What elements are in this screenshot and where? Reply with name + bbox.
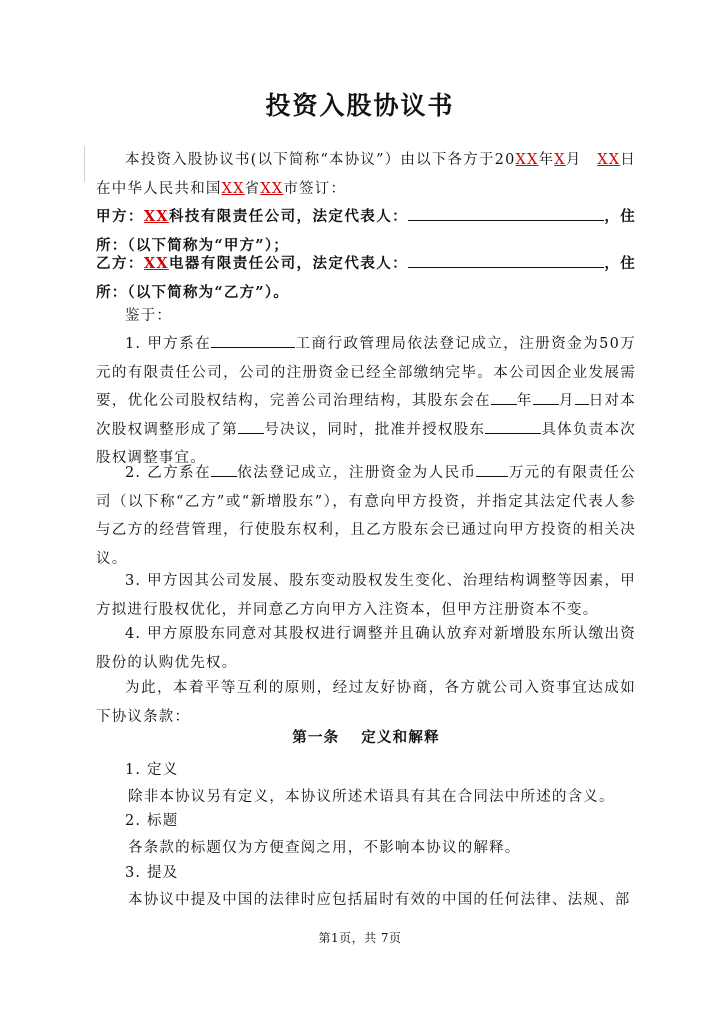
blank-line bbox=[211, 461, 237, 477]
year-field: XX bbox=[515, 152, 539, 168]
blank-line bbox=[238, 418, 264, 434]
recital-3: 3. 甲方因其公司发展、股东变动股权发生变化、治理结构调整等因素，甲方拟进行股权优化，并同意乙方向甲方入注资本，但甲方注册资本不变。 bbox=[96, 573, 636, 618]
party-a-name-field: XX bbox=[143, 208, 169, 225]
recital-text: 具体负责本次股权调整事宜。 bbox=[96, 421, 636, 467]
document-title: 投资入股协议书 bbox=[265, 91, 455, 120]
city-field: XX bbox=[260, 180, 284, 197]
month-field: X bbox=[554, 152, 566, 168]
blank-line bbox=[485, 418, 541, 434]
party-a-representative-blank bbox=[408, 205, 604, 221]
whereas-heading: 鉴于： bbox=[125, 308, 173, 324]
intro-text: 本投资入股协议书(以下简称“本协议”）由以下各方于20 bbox=[125, 152, 516, 168]
party-b-text: 电器有限责任公司，法定代表人： bbox=[168, 255, 409, 272]
section-3-title: 3. 提及 bbox=[125, 865, 179, 881]
intro-text: 市签订： bbox=[283, 180, 347, 197]
section-3-text: 本协议中提及中国的法律时应包括届时有效的中国的任何法律、法规、部 bbox=[128, 892, 631, 908]
blank-line bbox=[575, 389, 589, 405]
article-1-heading: 第一条 定义和解释 bbox=[292, 729, 440, 746]
blank-line bbox=[211, 332, 295, 348]
party-a-text: 甲方： bbox=[96, 208, 144, 225]
intro-text: 省 bbox=[244, 180, 261, 197]
party-b-text: 乙方： bbox=[96, 255, 144, 272]
section-2-title: 2. 标题 bbox=[125, 813, 179, 829]
party-a-text: ，住 所：（以下简称为“甲方”）； bbox=[96, 208, 652, 254]
recital-4: 4. 甲方原股东同意对其股权进行调整并且确认放弃对新增股东所认缴出资股份的认购优先权。 bbox=[96, 626, 636, 671]
intro-text: 月 bbox=[565, 152, 582, 168]
intro-text: 日在中华人民共和国 bbox=[96, 152, 637, 197]
recital-text: 年 bbox=[516, 393, 533, 410]
recital-text: 号决议，同时，批准并授权股东 bbox=[264, 421, 486, 438]
party-b-paragraph bbox=[96, 250, 652, 307]
section-2-text: 各条款的标题仅为方便查阅之用，不影响本协议的解释。 bbox=[128, 840, 521, 856]
recital-text: 工商行政管理局依法登记成立，注册资金为50万元的有限责任公司，公司的注册资金已经全部缴纳完毕。本公司因企业发展需要，优化公司股权结构，完善公司治理结构，其股东会在 bbox=[96, 336, 636, 410]
section-1-title: 1. 定义 bbox=[125, 762, 179, 778]
recital-2 bbox=[96, 459, 636, 573]
blank-line bbox=[491, 389, 517, 405]
party-b-representative-blank bbox=[408, 252, 604, 268]
preamble-conclusion: 为此，本着平等互利的原则，经过友好协商，各方就公司入资事宜达成如下协议条款： bbox=[96, 680, 636, 725]
party-b-text: ，住 所：（以下简称为“乙方”）。 bbox=[96, 255, 652, 301]
recital-text: 1. 甲方系在 bbox=[125, 336, 212, 352]
intro-text: 年 bbox=[538, 152, 555, 168]
recital-text: 2. 乙方系在 bbox=[125, 465, 212, 481]
party-b-name-field: XX bbox=[143, 255, 169, 272]
recital-text: 万元的有限责任公司（以下称“乙方”或“新增股东”），有意向甲方投资，并指定其法定代表人参与乙方的经营管理，行使股东权利，且乙方股东会已通过向甲方投资的相关决议。 bbox=[96, 465, 636, 567]
day-field: XX bbox=[597, 152, 621, 168]
blank-line bbox=[533, 389, 559, 405]
intro-paragraph bbox=[96, 146, 636, 203]
province-field: XX bbox=[221, 180, 245, 197]
party-a-text: 科技有限责任公司，法定代表人： bbox=[168, 208, 409, 225]
page-footer: 第1页，共 7页 bbox=[318, 931, 402, 945]
margin-line bbox=[84, 146, 85, 182]
blank-line bbox=[476, 461, 508, 477]
recital-text: 日对本次股权调整形成了第 bbox=[96, 393, 637, 438]
recital-text: 月 bbox=[558, 393, 575, 410]
section-1-text: 除非本协议另有定义，本协议所述术语具有其在合同法中所述的含义。 bbox=[128, 789, 615, 805]
recital-1 bbox=[96, 330, 636, 473]
recital-text: 依法登记成立，注册资金为人民币 bbox=[237, 465, 477, 481]
